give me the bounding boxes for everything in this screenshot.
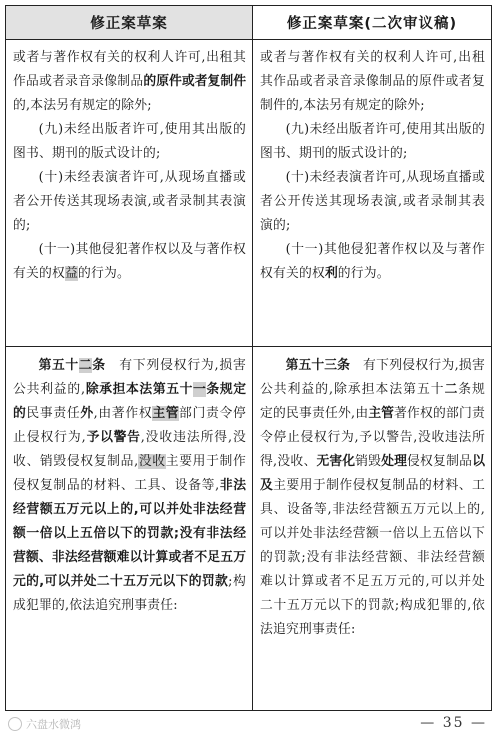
watermark — [8, 716, 81, 732]
highlight-change: 二 — [78, 358, 93, 373]
row1-left-p1: 或者与著作权有关的权利人许可,出租其作品或者录音录像制品的原件或者复制件的,本法另有规定的除外; — [13, 50, 247, 113]
header-divider — [6, 39, 491, 40]
header-left: 修正案草案 — [6, 6, 252, 39]
row-divider — [6, 346, 491, 347]
highlight-change: 没收 — [138, 454, 166, 469]
row1-left-p2: (九)未经出版者许可,使用其出版的图书、期刊的版式设计的; — [13, 122, 246, 161]
bold-change: 利 — [324, 266, 338, 281]
page-number: — 35 — — [420, 715, 487, 731]
article-52-text: 第五十二条 有下列侵权行为,损害公共利益的,除承担本法第五十一条规定的民事责任外,由著作权主管部门责令停止侵权行为,予以警告,没收违法所得,没收、销毁侵权复制品,没收主要用于制作侵权复制品的材料、工具、设备等,非法经营额五万元以上的,可以并处非法经营额一倍以上五倍以下的罚款;没有非法经营额、非法经营额难以计算或者不足五万元的,可以并处二十五万元以下的罚款;构成犯罪的,依法追究刑事责任: — [13, 358, 247, 613]
highlight-change: 益 — [65, 266, 78, 281]
row1-left-p3: (十)未经表演者许可,从现场直播或者公开传送其现场表演,或者录制其表演的; — [13, 170, 246, 233]
bold-phrase: 的原件或者复制件 — [143, 74, 247, 89]
watermark-text: 六盘水微鸿 — [26, 718, 81, 731]
row1-right-p3: (十)未经表演者许可,从现场直播或者公开传送其现场表演,或者录制其表演的; — [260, 170, 485, 233]
row2-left-cell — [6, 350, 252, 618]
row1-right-cell — [253, 42, 491, 286]
row1-right-p2: (九)未经出版者许可,使用其出版的图书、期刊的版式设计的; — [260, 122, 485, 161]
row1-right-p1: 或者与著作权有关的权利人许可,出租其作品或者录音录像制品的原件或者复制件的,本法另有规定的除外; — [260, 50, 485, 113]
row1-right-p4: (十一)其他侵犯著作权以及与著作权有关的权利的行为。 — [260, 242, 485, 281]
highlight-change: 主管 — [152, 406, 180, 421]
row1-left-cell — [6, 42, 252, 286]
article-53-text: 第五十三条 有下列侵权行为,损害公共利益的,除承担本法第五十二条规定的民事责任外,由主管著作权的部门责令停止侵权行为,予以警告,没收违法所得,没收、无害化销毁处理侵权复制品以及主要用于制作侵权复制品的材料、工具、设备等,非法经营额五万元以上的,可以并处非法经营额一倍以上五倍以下的罚款;没有非法经营额、非法经营额难以计算或者不足五万元的,可以并处二十五万元以下的罚款;构成犯罪的,依法追究刑事责任: — [260, 358, 486, 637]
row1-left-p4: (十一)其他侵犯著作权以及与著作权有关的权益的行为。 — [13, 242, 246, 281]
highlight-change: 一 — [193, 382, 207, 397]
comparison-table — [5, 5, 492, 711]
header-right: 修正案草案(二次审议稿) — [253, 6, 491, 39]
row2-right-cell — [253, 350, 491, 642]
watermark-logo-icon — [8, 717, 22, 731]
